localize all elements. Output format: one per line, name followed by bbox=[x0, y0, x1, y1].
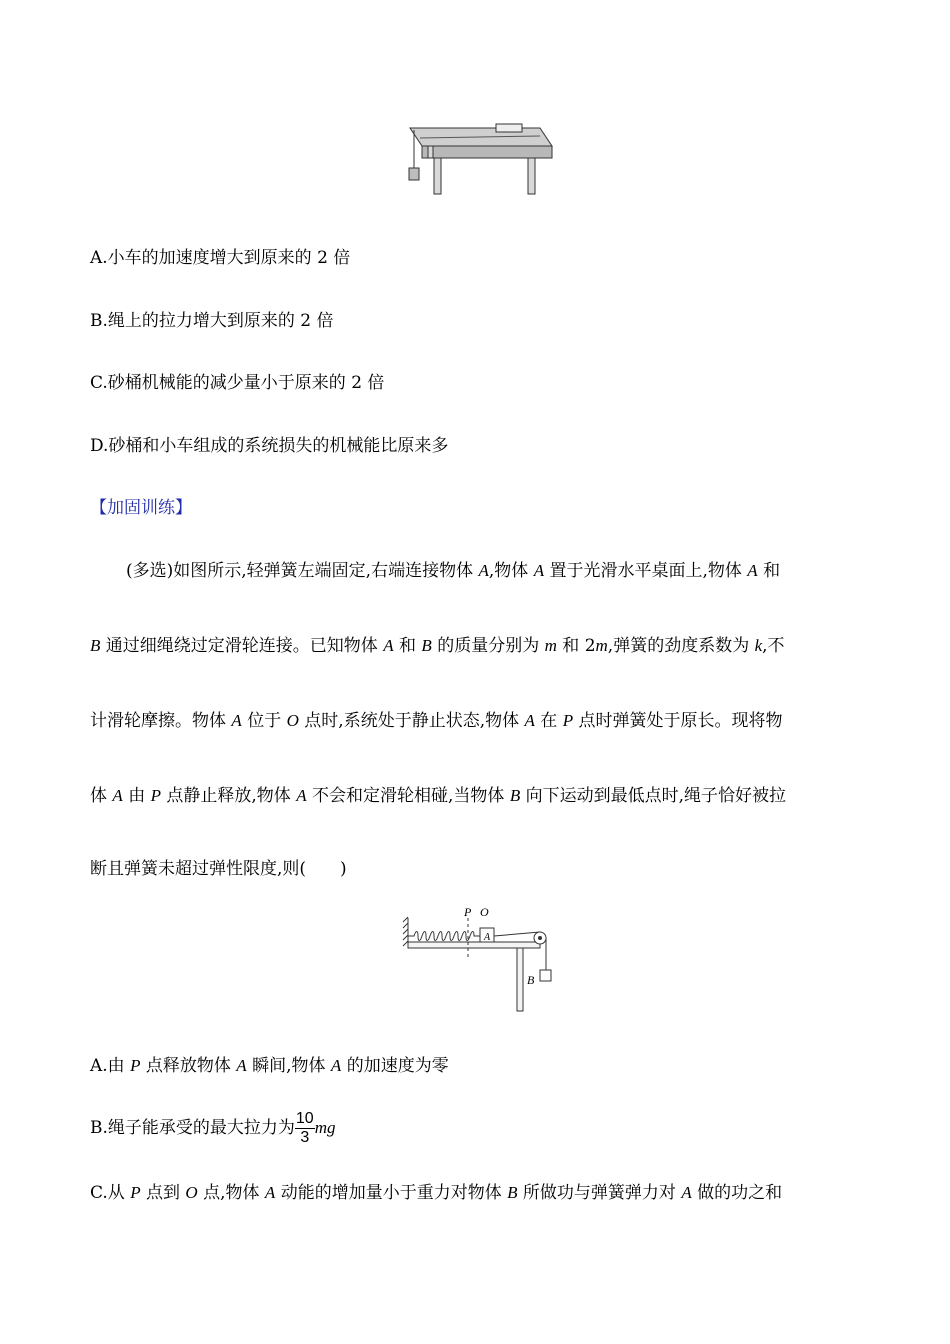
figure2-label-O: O bbox=[480, 905, 489, 919]
q1-option-c: C.砂桶机械能的减少量小于原来的 2 倍 bbox=[90, 373, 385, 393]
q2-stem-line-1: (多选)如图所示,轻弹簧左端固定,右端连接物体 A,物体 A 置于光滑水平桌面上,物体 A 和 bbox=[126, 561, 781, 581]
q2-stem-line-4: 体 A 由 P 点静止释放,物体 A 不会和定滑轮相碰,当物体 B 向下运动到最低点时,绳子恰好被拉 bbox=[90, 786, 787, 806]
fraction-ten-thirds: $\frac{10}{3}$ bbox=[295, 1110, 314, 1146]
q2-option-a: A.由 P 点释放物体 A 瞬间,物体 A 的加速度为零 bbox=[90, 1056, 449, 1076]
q2-stem-line-3: 计滑轮摩擦。物体 A 位于 O 点时,系统处于静止状态,物体 A 在 P 点时弹簧处于原长。现将物 bbox=[90, 711, 783, 731]
q1-option-b: B.绳上的拉力增大到原来的 2 倍 bbox=[90, 311, 334, 331]
figure2-label-A: A bbox=[484, 932, 491, 943]
q2-stem-line-5: 断且弹簧未超过弹性限度,则( ) bbox=[90, 859, 347, 879]
figure2-label-P: P bbox=[464, 905, 472, 919]
q1-option-a: A.小车的加速度增大到原来的 2 倍 bbox=[90, 248, 351, 268]
q2-option-c: C.从 P 点到 O 点,物体 A 动能的增加量小于重力对物体 B 所做功与弹簧弹力对 A 做的功之和 bbox=[90, 1183, 783, 1203]
spring-pulley-figure bbox=[400, 900, 560, 1015]
q1-option-d: D.砂桶和小车组成的系统损失的机械能比原来多 bbox=[90, 436, 449, 456]
q2-stem-line-2: B 通过细绳绕过定滑轮连接。已知物体 A 和 B 的质量分别为 m 和 2m,弹簧的劲度系数为 k,不 bbox=[90, 636, 785, 656]
q2-option-b: B.绳子能承受的最大拉力为 $\frac{10}{3}$ mg bbox=[90, 1110, 336, 1146]
table-cart-figure bbox=[400, 120, 560, 200]
section-heading: 【加固训练】 bbox=[90, 498, 192, 518]
figure2-label-B: B bbox=[527, 973, 535, 987]
